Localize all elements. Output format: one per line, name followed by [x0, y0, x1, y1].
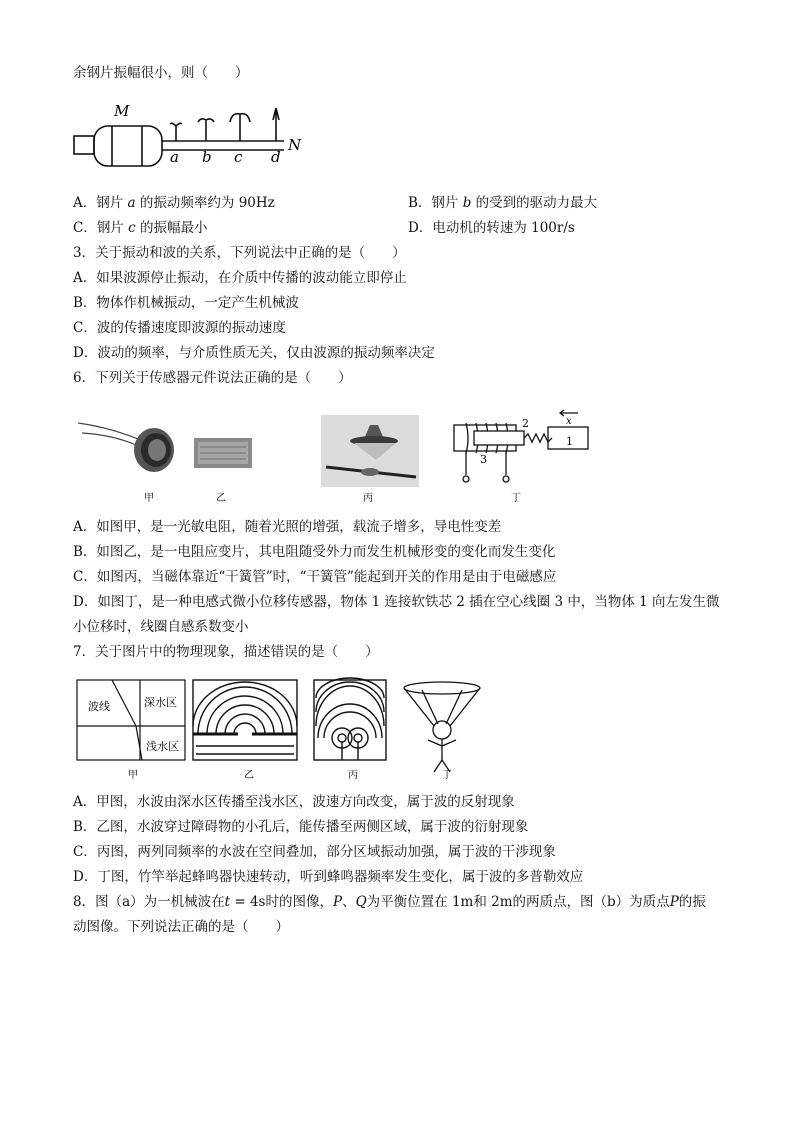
- q2-option-a: A．钢片 a 的振动频率约为 90Hz: [73, 195, 275, 211]
- label-d: d: [271, 148, 281, 166]
- q6-option-a: A．如图甲，是一光敏电阻，随着光照的增强，载流子增多，导电性变差: [73, 519, 502, 535]
- q3-option-b: B．物体作机械振动，一定产生机械波: [73, 295, 299, 311]
- q2-option-b: B．钢片 b 的受到的驱动力最大: [408, 195, 598, 211]
- q8-stem-line1: 8．图（a）为一机械波在t = 4s时的图像，P、Q为平衡位置在 1m和 2m的两质点，图（b）为质点P的振: [73, 894, 706, 910]
- q2-option-c: C．钢片 c 的振幅最小: [73, 220, 208, 236]
- q3-option-d: D．波动的频率，与介质性质无关，仅由波源的振动频率决定: [73, 345, 435, 361]
- label-3: 3: [480, 453, 487, 466]
- q6-option-d: D．如图丁，是一种电感式微小位移传感器，物体 1 连接软铁芯 2 插在空心线圈 3 中，当物体 1 向左发生微: [73, 594, 720, 610]
- q3-option-c: C．波的传播速度即波源的振动速度: [73, 320, 286, 336]
- reed-switch-image: [321, 415, 419, 487]
- q3-option-a: A．如果波源停止振动，在介质中传播的波动能立即停止: [73, 270, 407, 286]
- doppler-diagram: [404, 682, 480, 772]
- label-N: N: [288, 136, 302, 154]
- label-shallow-water: 浅水区: [146, 740, 179, 753]
- caption-yi: 乙: [244, 770, 254, 781]
- photoresistor-image: [78, 423, 174, 472]
- q6-stem: 6．下列关于传感器元件说法正确的是（ ）: [73, 370, 352, 386]
- label-2: 2: [522, 417, 529, 430]
- caption-ding: 丁: [442, 770, 452, 781]
- q3-stem: 3．关于振动和波的关系，下列说法中正确的是（ ）: [73, 245, 406, 261]
- q7-stem: 7．关于图片中的物理现象，描述错误的是（ ）: [73, 644, 379, 660]
- q7-option-a: A．甲图，水波由深水区传播至浅水区，波速方向改变，属于波的反射现象: [73, 794, 515, 810]
- caption-yi: 乙: [216, 493, 226, 504]
- label-M: M: [114, 102, 130, 120]
- q8-stem-line2: 动图像。下列说法正确的是（ ）: [73, 919, 289, 935]
- diffraction-diagram: [193, 680, 297, 760]
- label-deep-water: 深水区: [144, 696, 177, 709]
- sensor-figures: [78, 405, 598, 505]
- q2-option-d: D．电动机的转速为 100r/s: [408, 220, 575, 236]
- label-a: a: [170, 148, 179, 166]
- caption-jia: 甲: [128, 770, 138, 781]
- label-b: b: [202, 148, 212, 166]
- q7-option-b: B．乙图，水波穿过障碍物的小孔后，能传播至两侧区域，属于波的衍射现象: [73, 819, 529, 835]
- label-wave-line: 波线: [88, 700, 110, 713]
- q6-option-b: B．如图乙，是一电阻应变片，其电阻随受外力而发生机械形变的变化而发生变化: [73, 544, 556, 560]
- interference-diagram: [314, 678, 386, 760]
- wave-figures: [76, 676, 516, 782]
- label-1: 1: [566, 435, 573, 448]
- q6-option-d-cont: 小位移时，线圈自感系数变小: [73, 619, 249, 635]
- q7-option-c: C．丙图，两列同频率的水波在空间叠加，部分区域振动加强，属于波的干涉现象: [73, 844, 556, 860]
- q2-stem-tail: 余钢片振幅很小，则（ ）: [73, 65, 249, 81]
- caption-ding: 丁: [511, 493, 521, 504]
- caption-jia: 甲: [144, 493, 154, 504]
- label-x: x: [566, 416, 572, 427]
- motor-reed-figure: [72, 96, 312, 168]
- caption-bing: 丙: [348, 770, 358, 781]
- q7-option-d: D．丁图，竹竿举起蜂鸣器快速转动，听到蜂鸣器频率发生变化，属于波的多普勒效应: [73, 869, 584, 885]
- strain-gauge-image: [194, 438, 252, 468]
- label-c: c: [234, 148, 243, 166]
- q6-option-c: C．如图丙，当磁体靠近“干簧管”时，“干簧管”能起到开关的作用是由于电磁感应: [73, 569, 557, 585]
- caption-bing: 丙: [363, 493, 373, 504]
